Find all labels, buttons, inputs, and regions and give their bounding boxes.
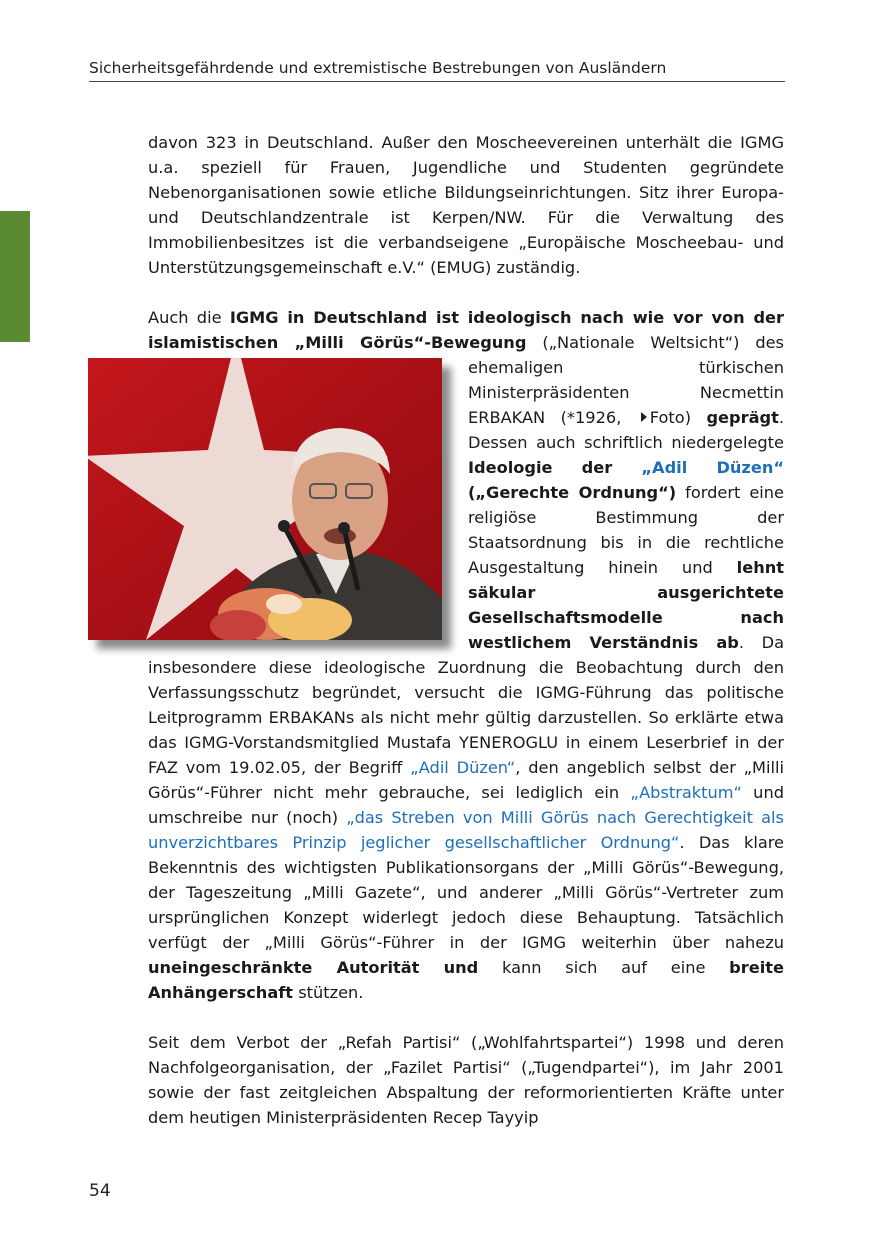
quote-highlight: „Adil Düzen“ — [410, 758, 516, 777]
text-run: . Dessen auch schriftlich niedergelegte — [468, 408, 784, 452]
text-run: („Nationale Weltsicht“) des ehemaligen türkischen Ministerpräsidenten Necmettin ERBAKAN (*1926, — [468, 333, 784, 427]
chapter-tab-marker — [0, 211, 30, 342]
bold-run: geprägt — [706, 408, 779, 427]
photo-image — [88, 358, 442, 640]
paragraph-2 — [148, 305, 784, 1005]
text-run: Auch die — [148, 308, 230, 327]
bold-run: Ideologie der — [468, 458, 642, 477]
paragraph-1: davon 323 in Deutschland. Außer den Moscheevereinen unterhält die IGMG u.a. speziell für Frauen, Jugendliche und Studenten gegründete Nebenorganisationen sowie etliche Bildungseinrichtungen. Sitz ihrer Europa- und Deutschlandzentrale ist Kerpen/NW. Für die Verwaltung des Immobilienbesitzes ist die verbandseigene „Europäische Moscheebau- und Unterstützungsgemeinschaft e.V.“ (EMUG) zuständig. — [148, 133, 784, 277]
foto-reference: Foto — [649, 408, 685, 427]
body-text — [148, 130, 784, 1130]
quote-highlight: „das Streben von Milli Görüs nach Gerechtigkeit als unverzichtbares Prinzip jeglicher gesellschaftlicher Ordnung“ — [148, 808, 784, 852]
erbakan-photo — [88, 358, 442, 640]
text-run: ) — [684, 408, 707, 427]
bold-run: IGMG in Deutschland ist ideologisch nach wie vor von der islamistischen „Milli Görüs“-Bewegung — [148, 308, 784, 352]
bold-run: lehnt säkular ausgerichtete Gesellschaftsmodelle nach westlichem Verständnis ab — [468, 558, 784, 652]
text-run: und umschreibe nur (noch) — [148, 783, 784, 827]
bold-run: uneingeschränkte Autorität und — [148, 958, 479, 977]
text-run: kann sich auf eine — [478, 958, 730, 977]
running-header: Sicherheitsgefährdende und extremistische Bestrebungen von Ausländern — [89, 59, 785, 82]
quote-highlight: „Abstraktum“ — [630, 783, 742, 802]
text-run: fordert eine religiöse Bestimmung der Staatsordnung bis in die rechtliche Ausgestaltung hinein und — [468, 483, 784, 577]
text-run: stützen. — [293, 983, 364, 1002]
text-run: , den angeblich selbst der „Milli Görüs“-Führer nicht mehr gebrauche, sei lediglich ein — [148, 758, 785, 802]
text-run: . Das klare Bekenntnis des wichtigsten Publikationsorgans der „Milli Görüs“-Bewegung, der Tageszeitung „Milli Gazete“, und anderer „Milli Görüs“-Vertreter zum ursprünglichen Konzept widerlegt jedoch diese Behauptung. Tatsächlich verfügt der „Milli Görüs“-Führer in der IGMG weiterhin über nahezu — [148, 833, 784, 952]
quote-highlight: „Adil Düzen“ — [641, 458, 784, 477]
bold-run: breite Anhängerschaft — [148, 958, 784, 1002]
text-run: . Da insbesondere diese ideologische Zuordnung die Beobachtung durch den Verfassungsschutz begründet, versucht die IGMG-Führung das politische Leitprogramm ERBAKANs als nicht mehr gültig darzustellen. So erklärte etwa das IGMG-Vorstandsmitglied Mustafa YENEROGLU in einem Leserbrief in der FAZ vom 19.02.05, der Begriff — [148, 633, 784, 777]
photo-illustration — [88, 358, 442, 640]
page-number: 54 — [89, 1181, 111, 1201]
paragraph-3: Seit dem Verbot der „Refah Partisi“ („Wohlfahrtspartei“) 1998 und deren Nachfolgeorganisation, der „Fazilet Partisi“ („Tugendpartei“), im Jahr 2001 sowie der fast zeitgleichen Abspaltung der reformorientierten Kräfte unter dem heutigen Ministerpräsidenten Recep Tayyip — [148, 1033, 784, 1127]
foto-pointer-icon — [641, 412, 647, 422]
bold-run: („Gerechte Ordnung“) — [468, 483, 677, 502]
